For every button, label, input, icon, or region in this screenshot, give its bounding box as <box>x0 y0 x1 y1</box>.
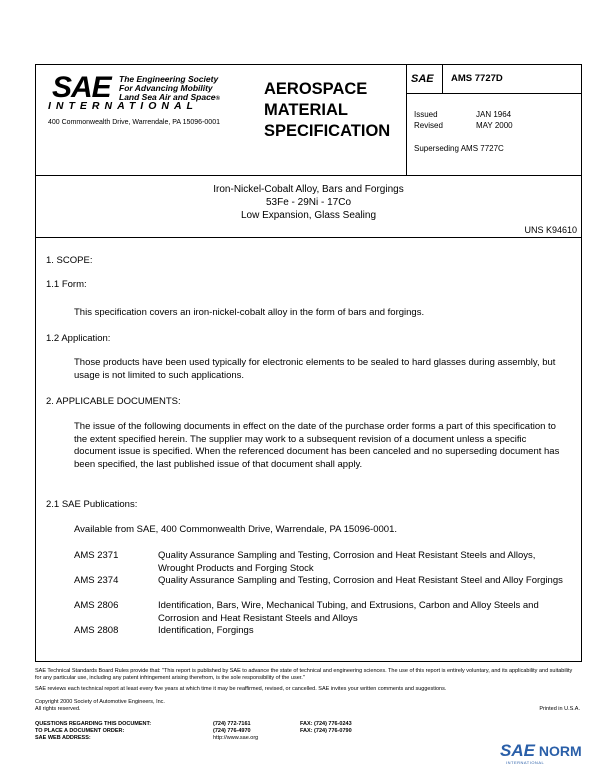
order-phone: (724) 776-4970 <box>213 728 251 734</box>
questions-label: QUESTIONS REGARDING THIS DOCUMENT: <box>35 721 152 727</box>
uns-number: UNS K94610 <box>524 225 577 235</box>
questions-phone: (724) 772-7161 <box>213 721 251 727</box>
international-wordmark: INTERNATIONAL <box>48 100 198 112</box>
spec-title: AEROSPACE MATERIAL SPECIFICATION <box>264 80 391 140</box>
board-note: SAE Technical Standards Board Rules provide that: "This report is published by SAE to advance the state of technical and engineering sciences. The use of this report is entirely voluntary, and its applicability and suitability for any particular use, including any patent infringement arising therefrom, is the sole responsibility of the user." <box>35 668 573 681</box>
section-2-heading: 2. APPLICABLE DOCUMENTS: <box>46 396 181 407</box>
order-label: TO PLACE A DOCUMENT ORDER: <box>35 728 125 734</box>
section-2-text: The issue of the following documents in effect on the date of the purchase order forms a part of this specification to the extent specified herein. The supplier may work to a subsequent revision of a document unless a specific document issue is specified. When the referenced document has been canceled and no superseding document has been specified, the last published issue of that document shall apply. <box>74 421 560 470</box>
section-1-1-heading: 1.1 Form: <box>46 279 87 290</box>
header-address: 400 Commonwealth Drive, Warrendale, PA 15096-0001 <box>48 119 220 126</box>
doc-number-box <box>407 65 581 94</box>
web-url[interactable]: http://www.sae.org <box>213 735 259 741</box>
issued-row: Issued JAN 1964 <box>414 110 512 119</box>
revised-row: Revised MAY 2000 <box>414 121 513 130</box>
section-1-heading: 1. SCOPE: <box>46 255 93 266</box>
copyright: Copyright 2000 Society of Automotive Engineers, Inc. <box>35 699 165 705</box>
order-fax: FAX: (724) 776-0790 <box>300 728 352 734</box>
header <box>36 65 581 176</box>
sae-small-logo: SAE <box>411 73 434 85</box>
section-2-1-heading: 2.1 SAE Publications: <box>46 499 138 510</box>
section-1-2-heading: 1.2 Application: <box>46 333 111 344</box>
sae-norm-watermark: SAE NORM <box>500 741 582 760</box>
section-2-1-text: Available from SAE, 400 Commonwealth Drive, Warrendale, PA 15096-0001. <box>74 524 397 535</box>
rights: All rights reserved. <box>35 706 81 712</box>
document-frame: SAE The Engineering Society For Advancing Mobility Land Sea Air and Space® INTERNATIONAL 400 Commonwealth Drive, Warrendale, PA 15096-0001 AEROSPACE MATERIAL SPECIFICATION SAE AMS 7727D Issued JAN 1964 Revised MAY 2000 Superseding AMS 7727C Iron-Nickel-Cobalt Alloy, Bars and Forgings 53Fe - 29Ni - 17Co Low Expansion, Glass Sealing UNS K94610 1. SCOPE: 1.1 Form: This specification covers an iron-nickel-cobalt alloy in the form of bars and forgings. 1.2 Application: Those products have been used typically for electronic elements to be sealed to hard glasses during assembly, but usage is not limited to such applications. 2. APPLICABLE DOCUMENTS: The issue of the following documents in effect on the date of the purchase order forms a part of this specification to the extent specified herein. The supplier may work to a subsequent revision of a document unless a specific document issue is specified. When the referenced document has been canceled and no superseding document has been specified, the last published issue of that document shall apply. 2.1 SAE Publications: Available from SAE, 400 Commonwealth Drive, Warrendale, PA 15096-0001. AMS 2371 Quality Assurance Sampling and Testing, Corrosion and Heat Resistant Steels and Alloys, Wrought Products and Forging Stock AMS 2374 Quality Assurance Sampling and Testing, Corrosion and Heat Resistant Steel and Alloy Forgings AMS 2806 Identification, Bars, Wire, Mechanical Tubing, and Extrusions, Carbon and Alloy Steels and Corrosion and Heat Resistant Steels and Alloys AMS 2808 Identification, Forgings <box>35 64 582 662</box>
questions-fax: FAX: (724) 776-0243 <box>300 721 352 727</box>
sae-logo: SAE <box>52 71 111 104</box>
section-1-2-text: Those products have been used typically for electronic elements to be sealed to hard glasses during assembly, but usage is not limited to such applications. <box>74 357 556 381</box>
doc-number: AMS 7727D <box>451 73 503 84</box>
web-label: SAE WEB ADDRESS: <box>35 735 91 741</box>
superseding: Superseding AMS 7727C <box>414 144 504 153</box>
review-note: SAE reviews each technical report at least every five years at which time it may be reaffirmed, revised, or cancelled. SAE invites your written comments and suggestions. <box>35 686 447 692</box>
society-tagline: The Engineering Society For Advancing Mobility Land Sea Air and Space® <box>119 74 220 102</box>
watermark-subtitle: INTERNATIONAL <box>506 760 545 765</box>
section-1-1-text: This specification covers an iron-nickel-cobalt alloy in the form of bars and forgings. <box>74 307 425 318</box>
document-title: Iron-Nickel-Cobalt Alloy, Bars and Forgings 53Fe - 29Ni - 17Co Low Expansion, Glass Sealing <box>213 184 404 221</box>
printed-in: Printed in U.S.A. <box>539 706 580 712</box>
title-divider <box>36 237 581 238</box>
